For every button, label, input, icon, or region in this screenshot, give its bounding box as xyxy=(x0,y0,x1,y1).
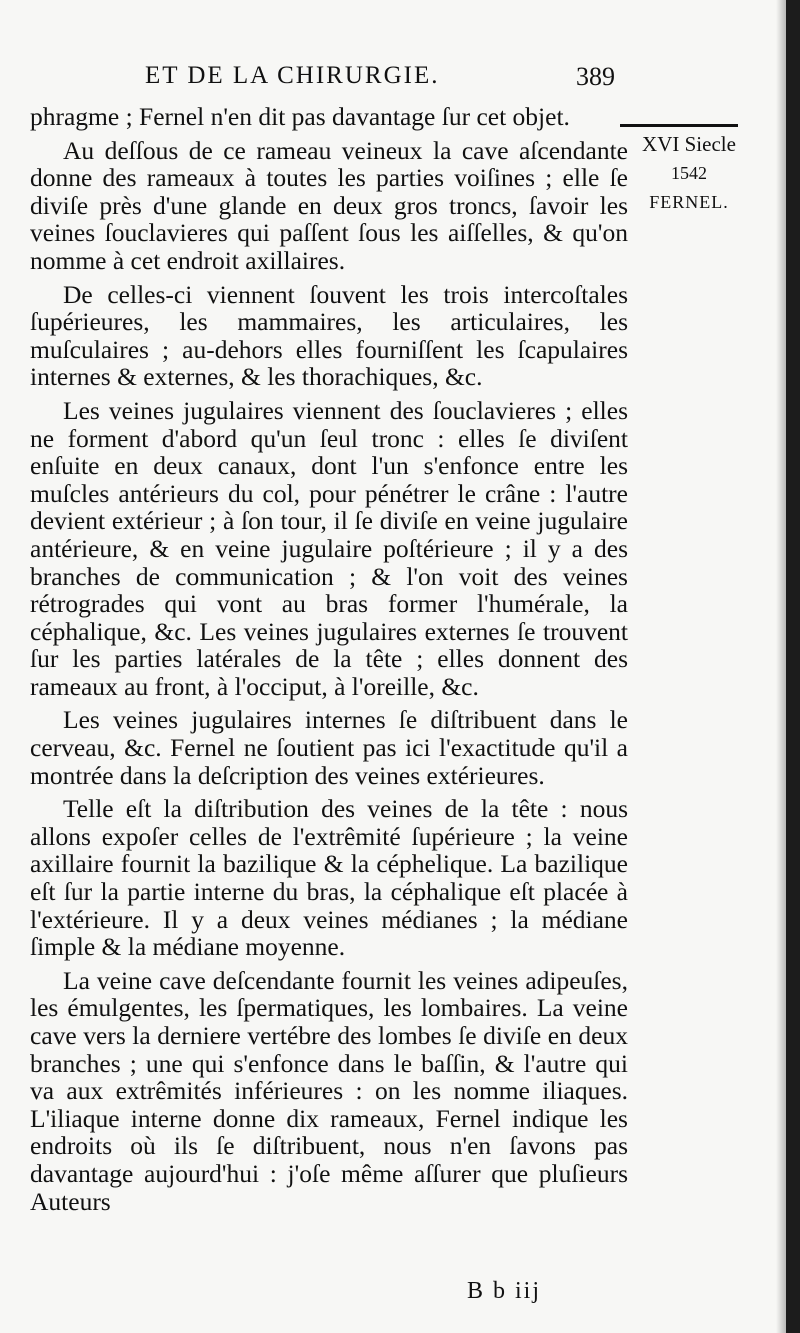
main-text xyxy=(30,103,628,1221)
paragraph: La veine cave deſcendante fournit les veines adipeuſes, les émulgentes, les ſpermatiques, les lombaires. La veine cave vers la derniere vertébre des lombes ſe diviſe en deux branches ; une qui s'enfonce dans le baſſin, & l'autre qui va aux extrêmités inférieures : on les nomme iliaques. L'iliaque interne donne dix rameaux, Fernel indique les endroits où ils ſe diſtribuent, nous n'en ſavons pas davantage aujourd'hui : j'oſe même aſſurer que pluſieurs Auteurs xyxy=(30,965,628,1216)
book-spine-edge xyxy=(786,0,800,1333)
paragraph: Les veines jugulaires internes ſe diſtribuent dans le cerveau, &c. Fernel ne ſoutient pas ici l'exactitude qu'il a montrée dans la deſcription des veines extérieures. xyxy=(30,705,628,790)
page-header xyxy=(135,62,615,102)
page-gutter-shadow xyxy=(776,0,786,1333)
margin-rule xyxy=(620,124,738,127)
margin-note-century: XVI Siecle xyxy=(642,132,736,156)
signature-mark: B b iij xyxy=(467,1278,542,1304)
margin-note-year: 1542 xyxy=(671,163,707,183)
paragraph: Les veines jugulaires viennent des ſouclavieres ; elles ne forment d'abord qu'un ſeul tronc : elles ſe diviſent enſuite en deux canaux, dont l'un s'enfonce entre les muſcles antérieurs du col, pour pénétrer le crâne : l'autre devient extérieur ; à ſon tour, il ſe diviſe en veine jugulaire antérieure, & en veine jugulaire poſtérieure ; il y a des branches de communication ; & l'on voit des veines rétrogrades qui vont au bras former l'humérale, la céphalique, &c. Les veines jugulaires externes ſe trouvent ſur les parties latérales de la tête ; elles donnent des rameaux au front, à l'occiput, à l'oreille, &c. xyxy=(30,395,628,701)
margin-note-author: FERNEL. xyxy=(649,192,729,212)
margin-note xyxy=(624,130,754,217)
paragraph: De celles-ci viennent ſouvent les trois intercoſtales ſupérieures, les mammaires, les articulaires, les muſculaires ; au-dehors elles fourniſſent les ſcapulaires internes & externes, & les thorachiques, &c. xyxy=(30,279,628,392)
paragraph: Telle eſt la diſtribution des veines de la tête : nous allons expoſer celles de l'extrêmité ſupérieure ; la veine axillaire fournit la bazilique & la céphelique. La bazilique eſt ſur la partie interne du bras, la céphalique eſt placée à l'extérieure. Il y a deux veines médianes ; la médiane ſimple & la médiane moyenne. xyxy=(30,794,628,962)
paragraph-continuation: phragme ; Fernel n'en dit pas davantage ſur cet objet. xyxy=(30,102,570,131)
paragraph: Au deſſous de ce rameau veineux la cave aſcendante donne des rameaux à toutes les parties voiſines ; elle ſe diviſe près d'une glande en deux gros troncs, ſavoir les veines ſouclavieres qui paſſent ſous les aiſſelles, & qu'on nomme à cet endroit axillaires. xyxy=(30,135,628,275)
page-number: 389 xyxy=(576,62,615,91)
running-title: ET DE LA CHIRURGIE. xyxy=(145,62,440,89)
